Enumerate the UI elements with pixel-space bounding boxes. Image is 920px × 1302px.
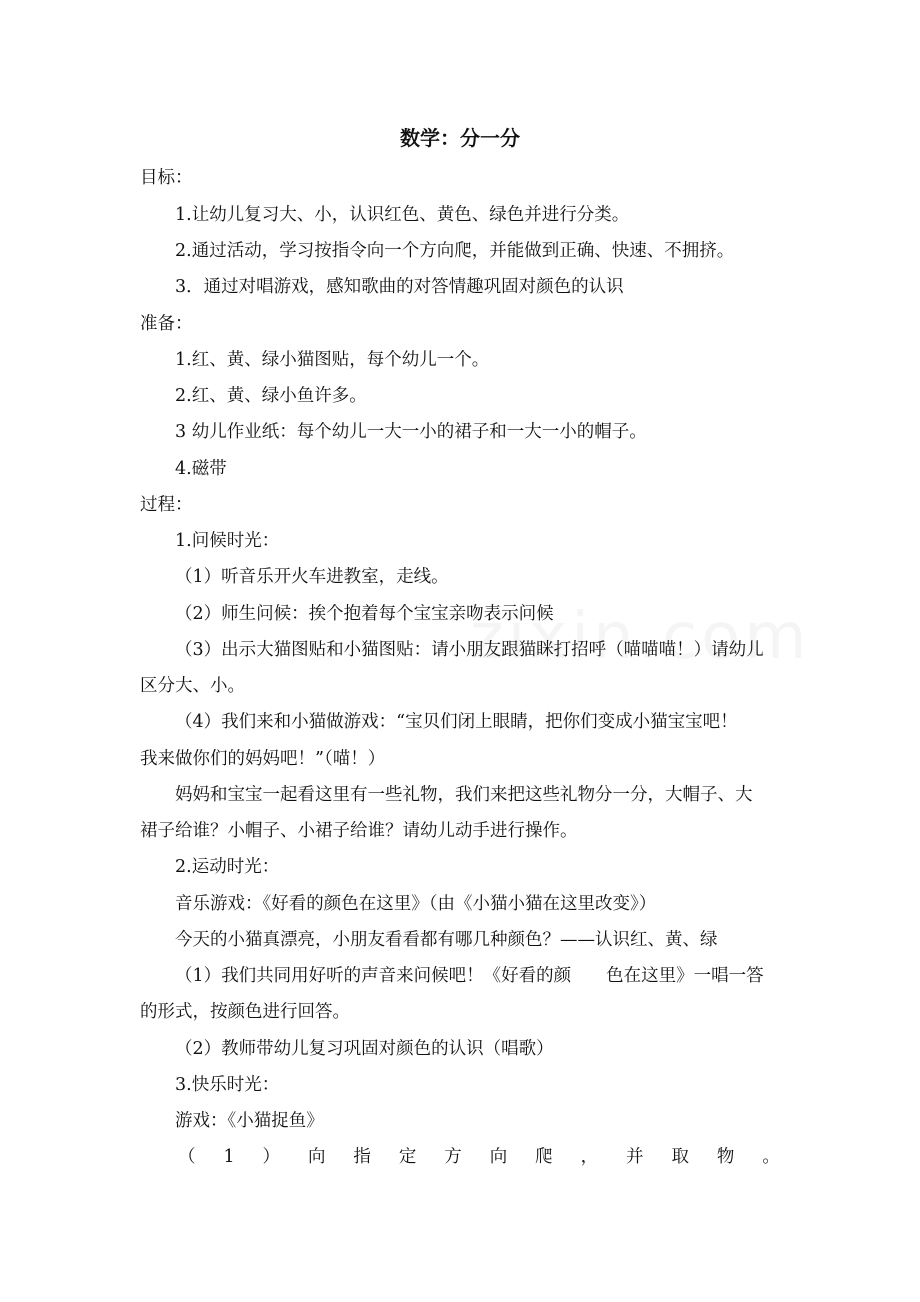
- paragraph-line: 1.问候时光：: [175, 531, 280, 551]
- line-char: 向: [307, 1147, 326, 1167]
- line-char: 向: [489, 1147, 508, 1167]
- line-char: 方: [444, 1147, 462, 1167]
- paragraph-line: 裙子给谁？小帽子、小裙子给谁？请幼儿动手进行操作。: [140, 821, 578, 841]
- paragraph-line: 今天的小猫真漂亮，小朋友看看都有哪几种颜色？——认识红、黄、绿: [175, 930, 718, 950]
- paragraph-line: （1）我们共同用好听的声音来问候吧！《好看的颜 色在这里》一唱一答: [175, 966, 764, 986]
- line-char: 指: [353, 1147, 371, 1167]
- line-char: 1: [223, 1147, 235, 1167]
- line-char: 爬: [535, 1147, 553, 1167]
- paragraph-line: 3 幼儿作业纸：每个幼儿一大一小的裙子和一大一小的帽子。: [175, 422, 647, 442]
- line-char: 定: [398, 1147, 417, 1167]
- paragraph-line: （2）师生问候：挨个抱着每个宝宝亲吻表示问候: [175, 604, 554, 624]
- paragraph-line: 2.通过活动，学习按指令向一个方向爬，并能做到正确、快速、不拥挤。: [175, 241, 735, 261]
- line-char: ）: [262, 1147, 281, 1167]
- paragraph-line: 4.磁带: [175, 459, 227, 479]
- paragraph-line: （2）教师带幼儿复习巩固对颜色的认识（唱歌）: [175, 1039, 554, 1059]
- paragraph-line: 3.快乐时光：: [175, 1075, 280, 1095]
- line-char: 并: [626, 1147, 644, 1167]
- paragraph-line: 的形式，按颜色进行回答。: [140, 1002, 350, 1022]
- paragraph-line: 我来做你们的妈妈吧！”（喵！）: [140, 749, 386, 769]
- section-heading-goals: 目标：: [140, 168, 193, 188]
- paragraph-line: 妈妈和宝宝一起看这里有一些礼物，我们来把这些礼物分一分，大帽子、大: [175, 785, 753, 805]
- paragraph-line: 1.让幼儿复习大、小，认识红色、黄色、绿色并进行分类。: [175, 205, 630, 225]
- paragraph-line: （3）出示大猫图贴和小猫图贴：请小朋友跟猫眯打招呼（喵喵喵！）请幼儿: [175, 640, 764, 660]
- paragraph-line: （4）我们来和小猫做游戏：“宝贝们闭上眼睛，把你们变成小猫宝宝吧！: [175, 712, 738, 732]
- line-char: 取: [671, 1147, 689, 1167]
- paragraph-line: 2.红、黄、绿小鱼许多。: [175, 386, 367, 406]
- paragraph-line: 3．通过对唱游戏，感知歌曲的对答情趣巩固对颜色的认识: [175, 277, 624, 297]
- section-heading-process: 过程：: [140, 495, 193, 515]
- page-title: 数学：分一分: [400, 126, 520, 150]
- line-char: 。: [762, 1147, 780, 1167]
- justified-last-line: [178, 1146, 780, 1168]
- paragraph-line: 2.运动时光：: [175, 857, 280, 877]
- paragraph-line: 游戏：《小猫捉鱼》: [175, 1111, 324, 1131]
- line-char: （: [178, 1147, 196, 1167]
- line-char: 物: [716, 1147, 735, 1167]
- line-char: ，: [580, 1147, 599, 1167]
- paragraph-line: 音乐游戏：《好看的颜色在这里》（由《小猫小猫在这里改变》）: [175, 894, 657, 914]
- section-heading-preparation: 准备：: [140, 314, 193, 334]
- paragraph-line: 区分大、小。: [140, 676, 245, 696]
- paragraph-line: （1）听音乐开火车进教室，走线。: [175, 567, 449, 587]
- paragraph-line: 1.红、黄、绿小猫图贴，每个幼儿一个。: [175, 350, 490, 370]
